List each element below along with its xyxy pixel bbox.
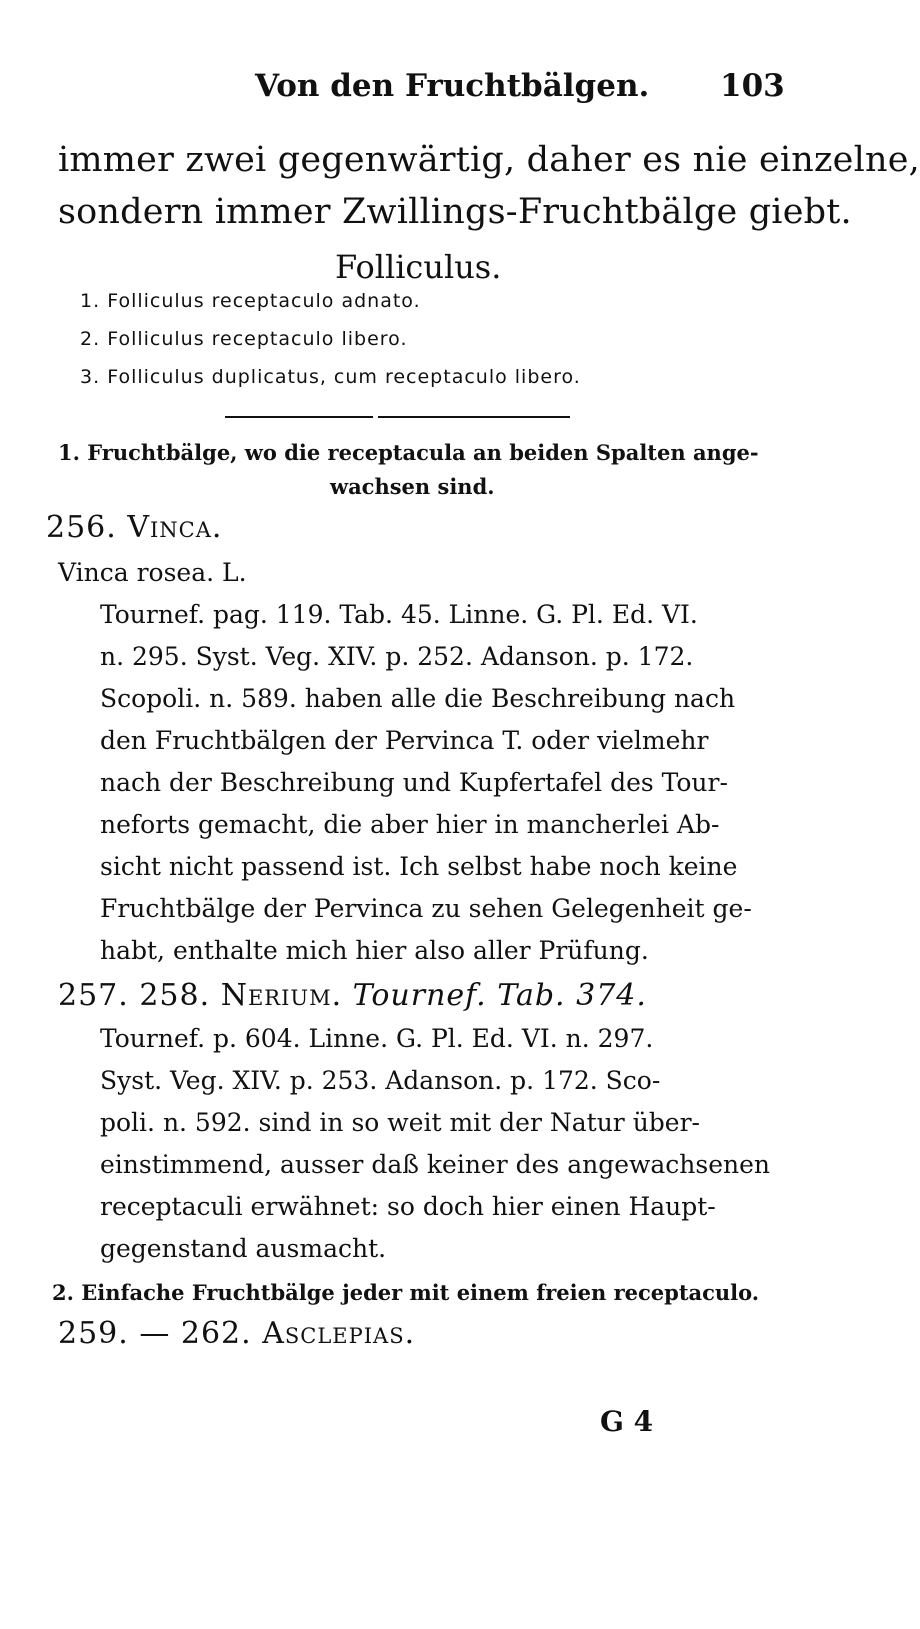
entry-259-heading bbox=[58, 1316, 415, 1351]
page-number: 103 bbox=[720, 68, 785, 104]
entry-259-number: 259. — 262. bbox=[58, 1316, 252, 1351]
entry-257-line: Tournef. p. 604. Linne. G. Pl. Ed. VI. n. 297. bbox=[100, 1024, 654, 1053]
entry-257-line: einstimmend, ausser daß keiner des angewachsenen bbox=[100, 1150, 771, 1179]
entry-257-heading bbox=[58, 978, 647, 1013]
signature-mark: G 4 bbox=[600, 1405, 654, 1438]
entry-257-reference: Tournef. Tab. 374. bbox=[352, 978, 647, 1013]
note-2: 2. Einfache Fruchtbälge jeder mit einem freien receptaculo. bbox=[52, 1280, 760, 1305]
entry-257-line: receptaculi erwähnet: so doch hier einen Haupt- bbox=[100, 1192, 716, 1221]
entry-256-line: n. 295. Syst. Veg. XIV. p. 252. Adanson. p. 172. bbox=[100, 642, 694, 671]
entry-257-line: Syst. Veg. XIV. p. 253. Adanson. p. 172. Sco- bbox=[100, 1066, 661, 1095]
entry-256-heading: 256. Vinca. bbox=[46, 510, 223, 545]
section-title: Folliculus. bbox=[335, 248, 502, 286]
divider-right bbox=[378, 416, 570, 418]
note-1-line-1: 1. Fruchtbälge, wo die receptacula an beiden Spalten ange- bbox=[58, 440, 759, 465]
intro-line-1: immer zwei gegenwärtig, daher es nie einzelne, bbox=[58, 140, 920, 180]
note-1-line-2: wachsen sind. bbox=[330, 474, 495, 499]
entry-256-line: habt, enthalte mich hier also aller Prüfung. bbox=[100, 936, 649, 965]
entry-256-line: Scopoli. n. 589. haben alle die Beschreibung nach bbox=[100, 684, 736, 713]
classification-item-1: 1. Folliculus receptaculo adnato. bbox=[80, 290, 421, 312]
classification-item-3: 3. Folliculus duplicatus, cum receptaculo libero. bbox=[80, 366, 581, 388]
entry-256-line: den Fruchtbälgen der Pervinca T. oder vielmehr bbox=[100, 726, 709, 755]
entry-256-line: nach der Beschreibung und Kupfertafel des Tour- bbox=[100, 768, 728, 797]
entry-256-species: Vinca rosea. L. bbox=[58, 558, 247, 587]
entry-256-line: Fruchtbälge der Pervinca zu sehen Gelegenheit ge- bbox=[100, 894, 752, 923]
entry-257-line: gegenstand ausmacht. bbox=[100, 1234, 387, 1263]
entry-259-genus: Asclepias. bbox=[262, 1316, 416, 1351]
entry-256-line: Tournef. pag. 119. Tab. 45. Linne. G. Pl. Ed. VI. bbox=[100, 600, 698, 629]
entry-257-number: 257. 258. bbox=[58, 978, 211, 1013]
entry-256-line: neforts gemacht, die aber hier in mancherlei Ab- bbox=[100, 810, 720, 839]
running-head: Von den Fruchtbälgen. bbox=[255, 68, 650, 104]
intro-line-2: sondern immer Zwillings-Fruchtbälge giebt. bbox=[58, 192, 852, 232]
entry-257-genus: Nerium. bbox=[220, 978, 343, 1013]
entry-257-line: poli. n. 592. sind in so weit mit der Natur über- bbox=[100, 1108, 700, 1137]
classification-item-2: 2. Folliculus receptaculo libero. bbox=[80, 328, 408, 350]
entry-256-line: sicht nicht passend ist. Ich selbst habe noch keine bbox=[100, 852, 738, 881]
divider-left bbox=[225, 416, 373, 418]
